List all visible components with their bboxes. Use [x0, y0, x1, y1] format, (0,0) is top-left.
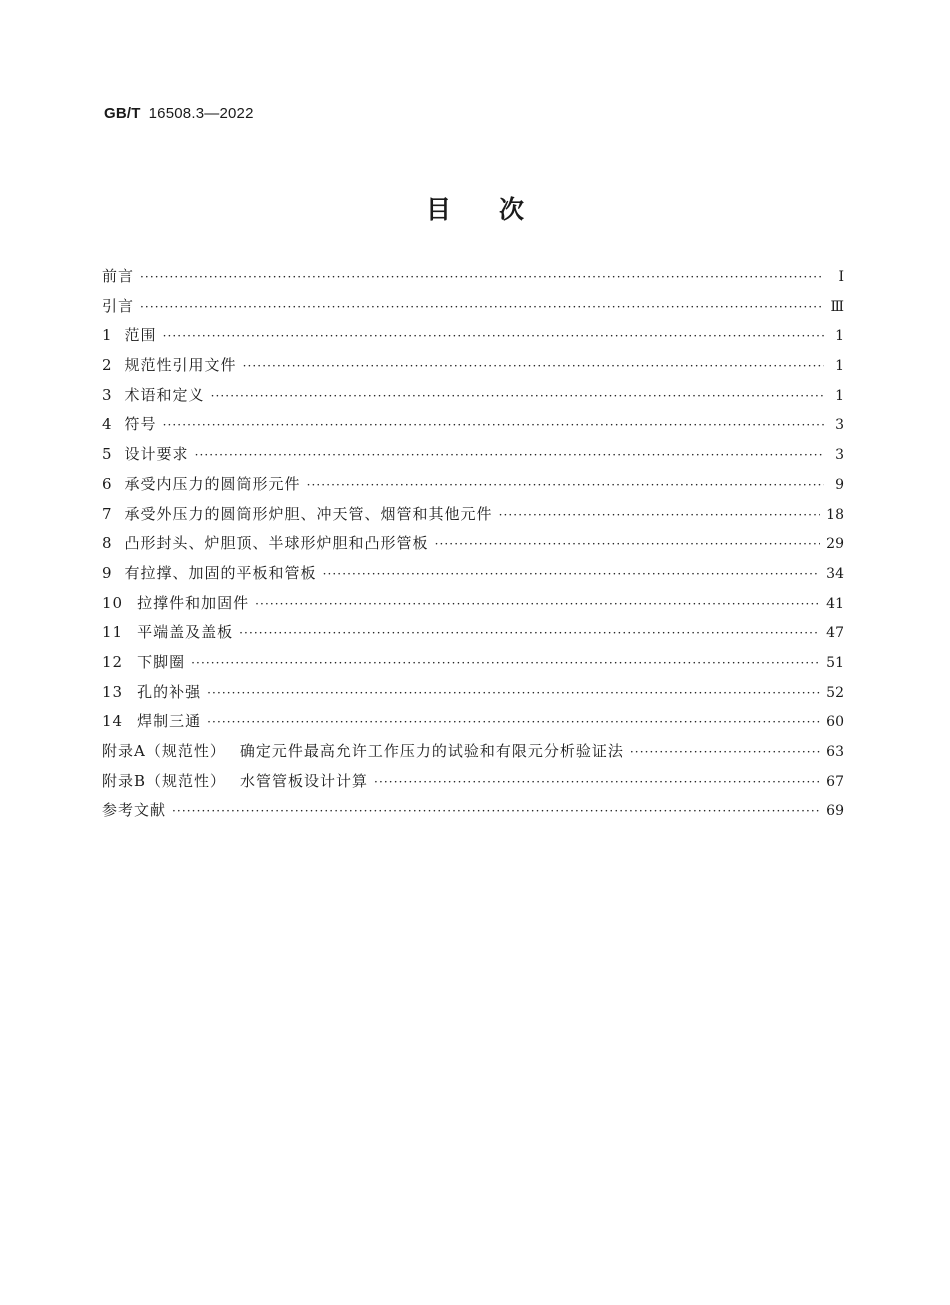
toc-entry-number: 9	[102, 563, 113, 582]
toc-entry-bibliography[interactable]	[102, 799, 844, 829]
toc-entry-9[interactable]	[102, 562, 844, 592]
toc-entry-6[interactable]	[102, 473, 844, 503]
dot-leader	[140, 270, 824, 284]
toc-entry-page: 18	[826, 506, 844, 523]
toc-entry-page: 29	[826, 536, 844, 553]
dot-leader	[243, 359, 824, 373]
toc-entry-number: 11	[102, 623, 124, 642]
toc-entry-number: 12	[102, 652, 124, 671]
toc-entry-4[interactable]	[102, 413, 844, 443]
dot-leader	[499, 508, 821, 522]
dot-leader	[207, 715, 820, 729]
toc-entry-5[interactable]	[102, 443, 844, 473]
toc-entry-label: 承受内压力的圆筒形元件	[124, 474, 301, 493]
dot-leader	[323, 567, 821, 581]
standard-prefix: GB/T	[104, 105, 141, 122]
toc-entry-1[interactable]	[102, 324, 844, 354]
toc-entry-number: 8	[102, 534, 113, 553]
toc-entry-label: 设计要求	[124, 445, 189, 464]
dot-leader	[207, 686, 820, 700]
toc-entry-label: 参考文献	[102, 801, 167, 820]
dot-leader	[163, 329, 824, 343]
toc-entry-12[interactable]	[102, 651, 844, 681]
toc-entry-page: 69	[826, 803, 844, 820]
dot-leader	[374, 775, 820, 789]
toc-entry-label: 前言	[102, 267, 135, 285]
toc-entry-number: 13	[102, 682, 124, 701]
toc-entry-number: 2	[102, 356, 113, 375]
toc-entry-page: 34	[826, 565, 844, 582]
standard-code: 16508.3—2022	[148, 105, 254, 122]
page-title: 目次	[425, 195, 572, 224]
toc-entry-label: 符号	[124, 415, 157, 434]
toc-entry-page: 1	[835, 328, 844, 345]
toc-entry-number: 4	[102, 415, 113, 434]
toc-entry-page: 41	[826, 595, 844, 612]
toc-entry-number: 附录B（规范性）	[102, 771, 227, 790]
toc-entry-number: 5	[102, 445, 113, 464]
toc-entry-page: 9	[835, 476, 844, 493]
toc-entry-label: 有拉撑、加固的平板和管板	[124, 563, 317, 582]
toc-entry-page: 1	[835, 387, 844, 404]
dot-leader	[255, 597, 820, 611]
dot-leader	[239, 626, 820, 640]
toc-entry-8[interactable]	[102, 532, 844, 562]
dot-leader	[307, 478, 824, 492]
toc-entry-page: 1	[835, 358, 844, 375]
toc-entry-2[interactable]	[102, 354, 844, 384]
toc-entry-label: 承受外压力的圆筒形炉胆、冲天管、烟管和其他元件	[124, 504, 493, 523]
dot-leader	[191, 656, 820, 670]
toc-entry-label: 术语和定义	[124, 385, 205, 404]
dot-leader	[195, 448, 824, 462]
toc-entry-label: 焊制三通	[137, 712, 202, 731]
toc-entry-page: 67	[826, 773, 844, 790]
toc-entry-page: 51	[826, 654, 844, 671]
toc-entry-page: 52	[826, 684, 844, 701]
standard-number	[104, 105, 254, 122]
toc-entry-page: 47	[826, 625, 844, 642]
toc-entry-label: 孔的补强	[137, 682, 202, 701]
toc-entry-page: 3	[835, 447, 844, 464]
toc-entry-page: 63	[826, 744, 844, 760]
toc-entry-page: 60	[826, 714, 844, 731]
toc-entry-label: 平端盖及盖板	[137, 623, 234, 642]
table-of-contents	[102, 265, 844, 829]
dot-leader	[211, 389, 824, 403]
toc-entry-number: 10	[102, 593, 124, 612]
dot-leader	[163, 418, 824, 432]
toc-entry-number: 7	[102, 504, 113, 523]
toc-entry-3[interactable]	[102, 384, 844, 414]
toc-entry-number: 3	[102, 385, 113, 404]
toc-entry-foreword[interactable]	[102, 265, 844, 295]
toc-entry-14[interactable]	[102, 710, 844, 740]
toc-entry-7[interactable]	[102, 503, 844, 533]
toc-entry-label: 下脚圈	[137, 652, 186, 671]
toc-entry-page: Ⅲ	[830, 298, 844, 315]
toc-entry-introduction[interactable]	[102, 295, 844, 325]
toc-entry-label: 凸形封头、炉胆顶、半球形炉胆和凸形管板	[124, 534, 429, 553]
toc-entry-appendix-a[interactable]	[102, 740, 844, 770]
toc-entry-number: 14	[102, 712, 124, 731]
dot-leader	[172, 804, 820, 818]
toc-entry-number: 6	[102, 474, 113, 493]
toc-entry-number: 附录A（规范性）	[102, 742, 226, 760]
dot-leader	[435, 537, 821, 551]
toc-entry-label: 确定元件最高允许工作压力的试验和有限元分析验证法	[239, 742, 624, 760]
toc-entry-appendix-b[interactable]	[102, 770, 844, 800]
toc-entry-11[interactable]	[102, 621, 844, 651]
dot-leader	[140, 300, 824, 314]
toc-entry-13[interactable]	[102, 681, 844, 711]
dot-leader	[630, 745, 820, 759]
toc-entry-label: 引言	[102, 296, 135, 315]
toc-entry-number: 1	[102, 326, 113, 345]
toc-entry-label: 范围	[124, 326, 157, 345]
toc-entry-page: 3	[835, 417, 844, 434]
toc-entry-page: Ⅰ	[838, 269, 844, 285]
toc-entry-label: 规范性引用文件	[124, 356, 237, 375]
toc-entry-label: 水管管板设计计算	[240, 771, 369, 790]
toc-entry-label: 拉撑件和加固件	[137, 593, 250, 612]
toc-entry-10[interactable]	[102, 592, 844, 622]
